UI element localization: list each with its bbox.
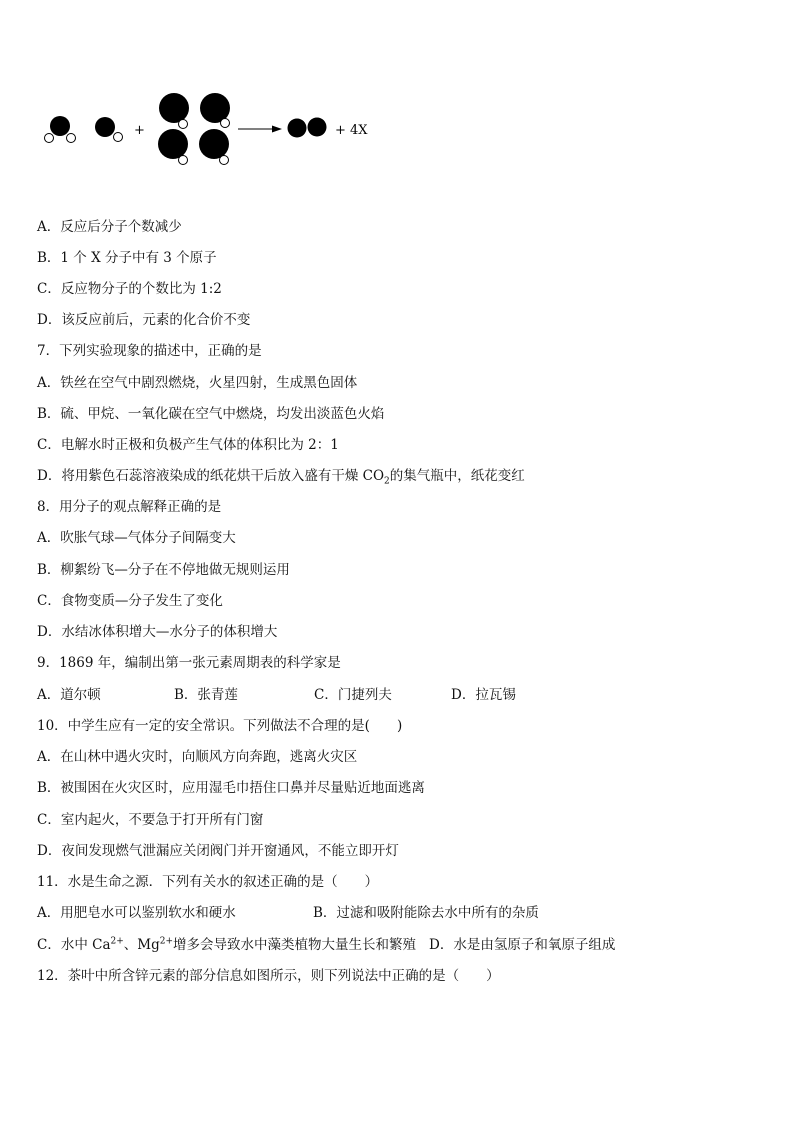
q9-option-c: C．门捷列夫 <box>314 687 392 703</box>
reaction-arrow <box>238 126 282 133</box>
q8-option-d: D．水结冰体积增大—水分子的体积增大 <box>37 624 278 640</box>
q7-option-a: A．铁丝在空气中剧烈燃烧，火星四射，生成黑色固体 <box>37 375 358 391</box>
large-atom <box>288 119 307 138</box>
q6-option-c: C．反应物分子的个数比为 1:2 <box>37 281 222 297</box>
q7-option-b: B．硫、甲烷、一氧化碳在空气中燃烧，均发出淡蓝色火焰 <box>37 406 385 422</box>
plus-sign: + <box>134 123 145 138</box>
q11-option-c-mg: 、Mg <box>123 937 160 953</box>
large-atom <box>95 117 115 137</box>
q6-option-d: D．该反应前后，元素的化合价不变 <box>37 312 251 328</box>
q11-stem: 11．水是生命之源．下列有关水的叙述正确的是（ ） <box>37 874 379 890</box>
reactant-2-molecule-1 <box>159 93 189 129</box>
large-atom <box>199 129 229 159</box>
q9-option-d: D．拉瓦锡 <box>451 687 516 703</box>
large-atom <box>158 129 188 159</box>
reactant-2-molecule-3 <box>158 129 188 165</box>
q11-option-d: D．水是由氢原子和氧原子组成 <box>429 937 616 953</box>
q7-stem: 7．下列实验现象的描述中，正确的是 <box>37 343 262 359</box>
small-atom <box>179 120 188 129</box>
water-molecule-2 <box>95 117 123 142</box>
q10-stem: 10．中学生应有一定的安全常识。下列做法不合理的是( ) <box>37 718 403 734</box>
q11-option-b: B．过滤和吸附能除去水中所有的杂质 <box>313 905 539 921</box>
q10-option-c: C．室内起火，不要急于打开所有门窗 <box>37 812 264 828</box>
q10-option-d: D．夜间发现燃气泄漏应关闭阀门并开窗通风，不能立即开灯 <box>37 843 399 859</box>
small-atom <box>220 156 229 165</box>
q11-option-c-text-end: 增多会导致水中藻类植物大量生长和繁殖 <box>173 937 417 953</box>
q9-option-a: A．道尔顿 <box>37 687 101 703</box>
water-molecule-1 <box>45 116 76 143</box>
q9-option-b: B．张青莲 <box>174 687 238 703</box>
q9-stem: 9．1869 年，编制出第一张元素周期表的科学家是 <box>37 655 341 671</box>
product-molecule <box>288 118 327 138</box>
co2-subscript: 2 <box>384 476 390 487</box>
q6-option-a: A．反应后分子个数减少 <box>37 219 182 235</box>
q8-option-b: B．柳絮纷飞—分子在不停地做无规则运用 <box>37 562 290 578</box>
reactant-2-molecule-4 <box>199 129 229 165</box>
q11-options-row1 <box>37 904 637 922</box>
large-atom <box>50 116 70 136</box>
q7-option-d-text: D．将用紫色石蕊溶液染成的纸花烘干后放入盛有干燥 CO <box>37 468 385 484</box>
q7-option-d <box>37 467 525 485</box>
q8-option-c: C．食物变质—分子发生了变化 <box>37 593 223 609</box>
q8-stem: 8．用分子的观点解释正确的是 <box>37 499 222 515</box>
q7-option-c: C．电解水时正极和负极产生气体的体积比为 2：1 <box>37 437 339 453</box>
small-atom <box>179 156 188 165</box>
mg-charge: 2+ <box>159 936 174 947</box>
q11-option-c <box>37 936 416 954</box>
q8-option-a: A．吹胀气球—气体分子间隔变大 <box>37 530 236 546</box>
q9-options <box>37 686 597 704</box>
q10-option-b: B．被围困在火灾区时，应用湿毛巾捂住口鼻并尽量贴近地面逃离 <box>37 780 425 796</box>
product-label: + 4X <box>335 123 368 138</box>
q7-option-d-text-end: 的集气瓶中，纸花变红 <box>389 468 525 484</box>
q12-stem: 12．茶叶中所含锌元素的部分信息如图所示，则下列说法中正确的是（ ） <box>37 968 500 984</box>
reactant-2-molecule-2 <box>200 93 230 128</box>
small-atom <box>45 134 54 143</box>
q10-option-a: A．在山林中遇火灾时，向顺风方向奔跑，逃离火灾区 <box>37 749 358 765</box>
large-atom <box>159 93 189 123</box>
reaction-diagram <box>0 0 794 180</box>
small-atom <box>67 134 76 143</box>
ca-charge: 2+ <box>110 936 124 947</box>
small-atom <box>221 119 230 128</box>
q11-options-row2 <box>37 936 637 954</box>
q11-option-a: A．用肥皂水可以鉴别软水和硬水 <box>37 905 236 921</box>
q11-option-c-text: C．水中 Ca <box>37 937 111 953</box>
q6-option-b: B．1 个 X 分子中有 3 个原子 <box>37 250 217 266</box>
small-atom <box>114 133 123 142</box>
large-atom <box>308 118 327 137</box>
